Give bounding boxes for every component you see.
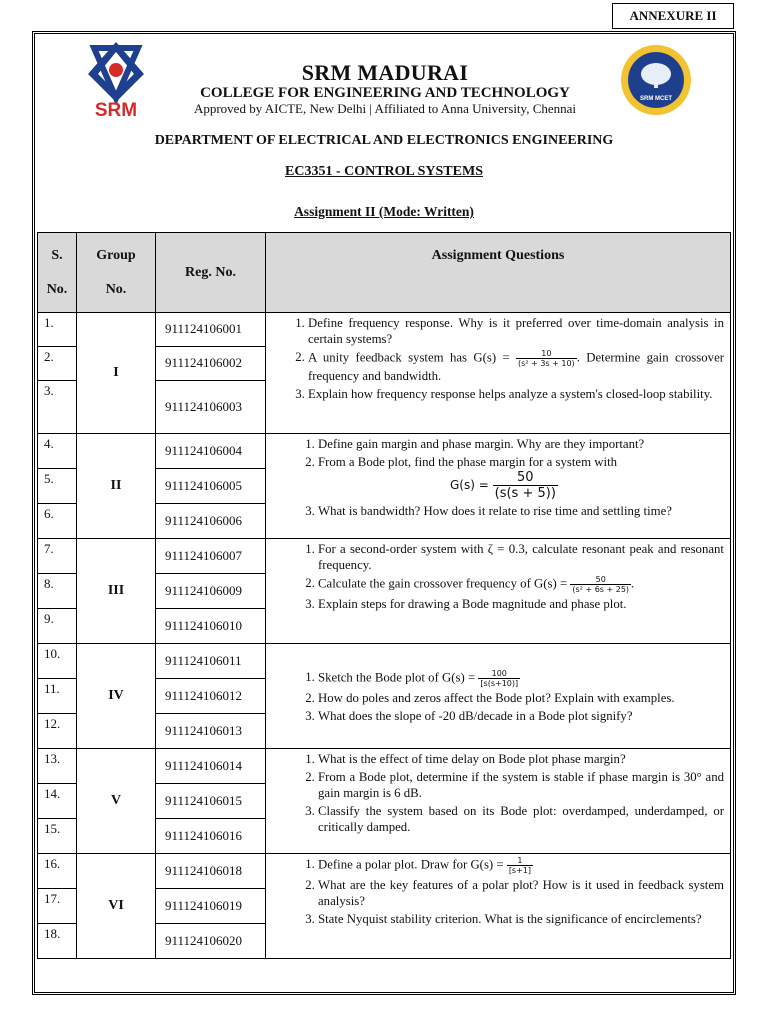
assignment-table [37,232,731,959]
group-cell: VI [77,854,156,959]
question-item: 2. What are the key features of a polar plot? How is it used in feedback system analysis? [318,877,724,909]
question-item: 1. For a second-order system with ζ = 0.3, calculate resonant peak and resonant frequency. [318,541,724,573]
sno-cell: 3. [38,380,77,433]
sno-cell: 14. [38,784,77,819]
sno-cell: 18. [38,924,77,959]
reg-no-cell: 911124106018 [156,854,266,889]
col-sno-header: S. No. [38,233,77,313]
question-item: 1. What is the effect of time delay on Bode plot phase margin? [318,751,724,767]
col-reg-header: Reg. No. [156,233,266,313]
reg-no-cell: 911124106016 [156,819,266,854]
sno-cell: 17. [38,889,77,924]
group-cell: II [77,434,156,539]
table-row [38,539,731,574]
questions-cell [266,434,731,539]
group-cell: I [77,313,156,434]
annexure-label: ANNEXURE II [612,3,734,29]
question-item: 3. Explain steps for drawing a Bode magnitude and phase plot. [318,596,724,612]
fraction: $\frac{100}{[s(s+10)]}$ [480,668,519,688]
fraction: $\frac{1}{[s+1]}$ [508,856,532,875]
question-item: 3. State Nyquist stability criterion. What is the significance of encirclements? [318,911,724,927]
srm-mcet-seal-icon [620,44,692,116]
question-item: 2. A unity feedback system has G(s) = $\frac{10}{\text{(s² + 3s + 10)}}$ . Determine gain crossover frequency and bandwidth. [308,349,724,384]
svg-text:SRM: SRM [94,100,138,118]
reg-no-cell: 911124106014 [156,749,266,784]
table-row [38,434,731,469]
question-item: 2. How do poles and zeros affect the Bode plot? Explain with examples. [318,690,724,706]
fraction: $\frac{10}{\text{(s² + 3s + 10)}}$ [518,349,575,368]
sno-cell: 12. [38,714,77,749]
questions-cell [266,854,731,959]
srm-logo-icon [82,40,150,118]
sno-cell: 9. [38,609,77,644]
group-cell: IV [77,644,156,749]
reg-no-cell: 911124106020 [156,924,266,959]
sno-cell: 8. [38,574,77,609]
questions-cell [266,749,731,854]
question-item: 1. Define gain margin and phase margin. Why are they important? [318,436,724,452]
sno-cell: 6. [38,504,77,539]
fraction: $\frac{50}{\text{(s² + 6s + 25)}}$ [572,575,630,594]
sno-cell: 1. [38,313,77,347]
table-header-row [38,233,731,313]
sno-cell: 2. [38,346,77,380]
college-approval: Approved by AICTE, New Delhi | Affiliated to Anna University, Chennai [193,101,577,116]
table-row [38,749,731,784]
fraction: $\frac{50}{(s(s + 5))}$ [494,470,556,501]
reg-no-cell: 911124106019 [156,889,266,924]
question-item: 3. Explain how frequency response helps analyze a system's closed-loop stability. [308,386,724,402]
question-item: 2. From a Bode plot, determine if the system is stable if phase margin is 30° and gain margin is 6 dB. [318,769,724,801]
sno-cell: 11. [38,679,77,714]
question-item: 1. Define a polar plot. Draw for G(s) = $\frac{1}{[s+1]}$ [318,856,724,875]
group-cell: III [77,539,156,644]
table-row [38,854,731,889]
sno-cell: 13. [38,749,77,784]
question-item: 1. Define frequency response. Why is it preferred over time-domain analysis in certain systems? [308,315,724,347]
department-title: DEPARTMENT OF ELECTRICAL AND ELECTRONICS ENGINEERING [154,133,614,148]
question-item: 3. What does the slope of -20 dB/decade in a Bode plot signify? [318,708,724,724]
sno-cell: 16. [38,854,77,889]
reg-no-cell: 911124106001 [156,313,266,347]
reg-no-cell: 911124106002 [156,346,266,380]
reg-no-cell: 911124106012 [156,679,266,714]
college-name: SRM MADURAI [301,60,469,85]
reg-no-cell: 911124106013 [156,714,266,749]
table-row [38,313,731,347]
questions-cell [266,644,731,749]
sno-cell: 10. [38,644,77,679]
reg-no-cell: 911124106010 [156,609,266,644]
sno-cell: 4. [38,434,77,469]
questions-cell [266,313,731,434]
course-title: EC3351 - CONTROL SYSTEMS [285,164,483,179]
sno-cell: 7. [38,539,77,574]
col-group-header: Group No. [77,233,156,313]
reg-no-cell: 911124106015 [156,784,266,819]
reg-no-cell: 911124106006 [156,504,266,539]
table-row [38,644,731,679]
question-item: 2. Calculate the gain crossover frequency of G(s) = $\frac{50}{\text{(s² + 6s + 25)}}$ . [318,575,724,594]
svg-text:SRM MCET: SRM MCET [640,96,672,102]
assignment-title: Assignment II (Mode: Written) [294,204,474,219]
reg-no-cell: 911124106011 [156,644,266,679]
questions-cell [266,539,731,644]
question-item: 3. Classify the system based on its Bode plot: overdamped, underdamped, or critically damped. [318,803,724,835]
sno-cell: 15. [38,819,77,854]
group-cell: V [77,749,156,854]
sno-cell: 5. [38,469,77,504]
college-subtitle: COLLEGE FOR ENGINEERING AND TECHNOLOGY [200,85,570,101]
question-item: 2. From a Bode plot, find the phase margin for a system with G(s) = $\frac{50}{(s(s + 5))}$ [318,454,724,501]
question-item: 1. Sketch the Bode plot of G(s) = $\frac{100}{[s(s+10)]}$ [318,669,724,688]
reg-no-cell: 911124106007 [156,539,266,574]
reg-no-cell: 911124106003 [156,380,266,433]
reg-no-cell: 911124106005 [156,469,266,504]
col-questions-header: Assignment Questions [266,233,731,313]
question-item: 3. What is bandwidth? How does it relate to rise time and settling time? [318,503,724,519]
reg-no-cell: 911124106004 [156,434,266,469]
reg-no-cell: 911124106009 [156,574,266,609]
